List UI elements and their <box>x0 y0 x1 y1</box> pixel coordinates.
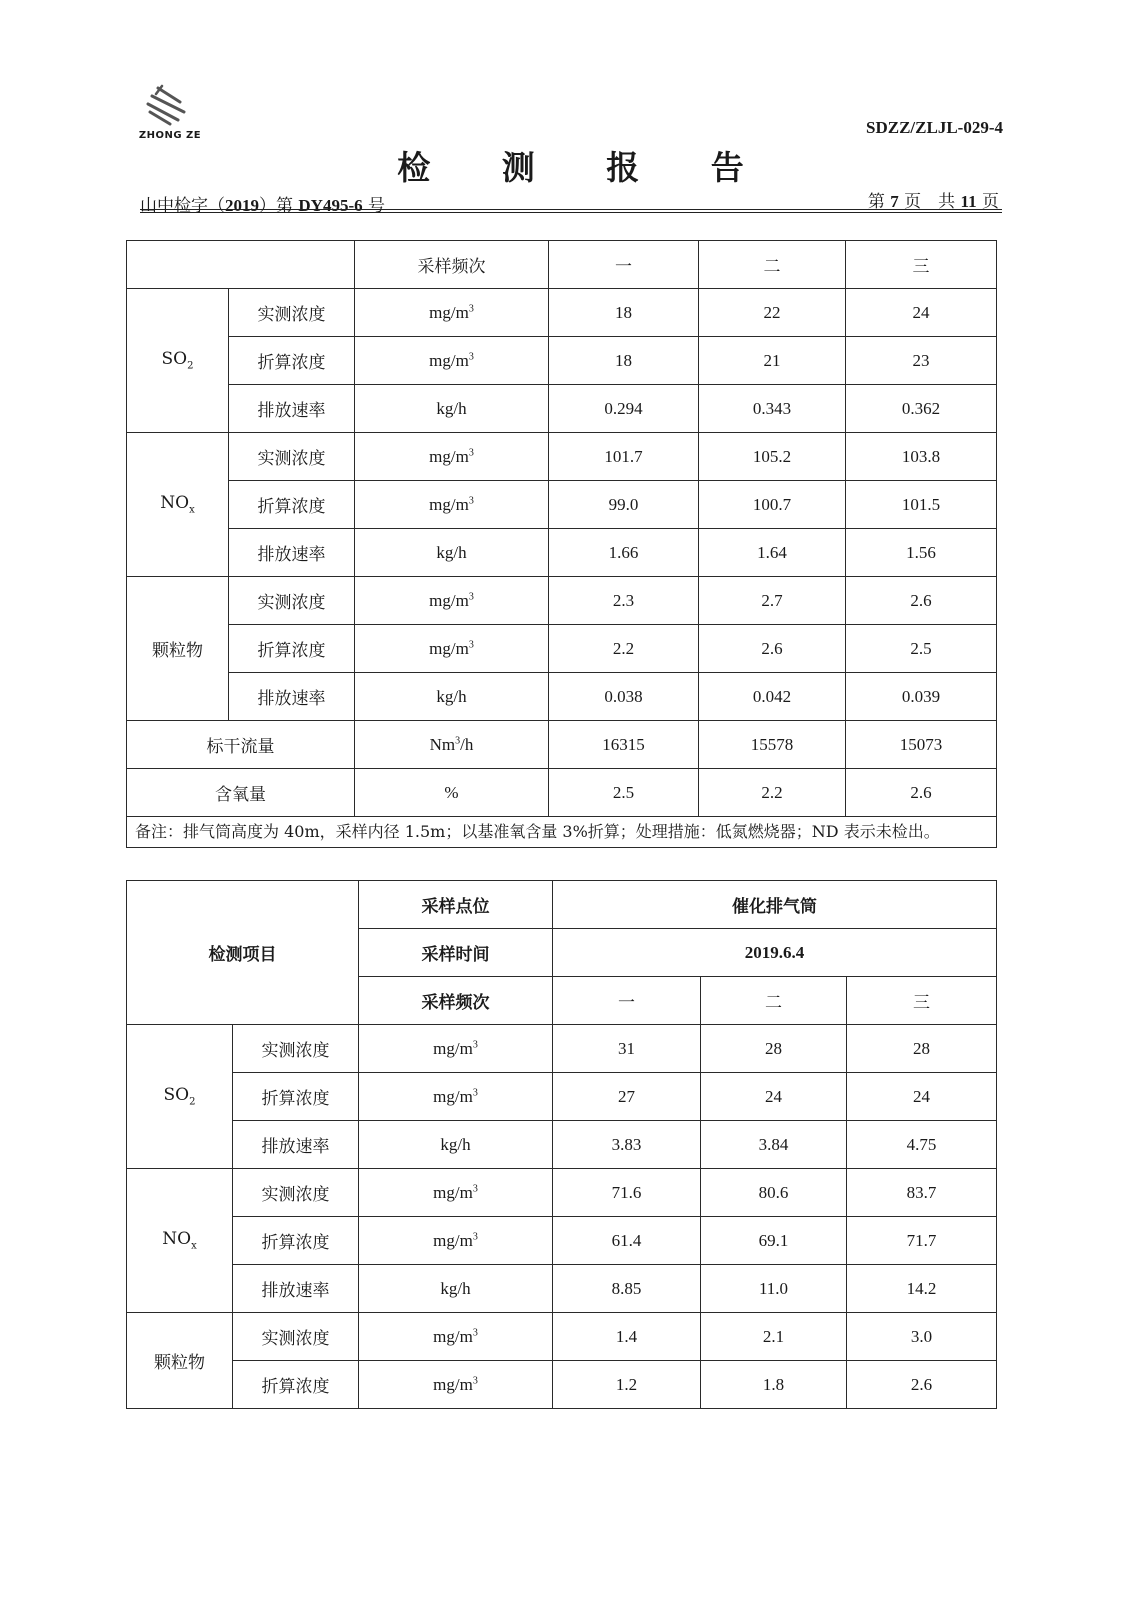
unit-sup: 3 <box>468 446 474 458</box>
value-cell: 0.038 <box>549 673 699 721</box>
value-cell: 31 <box>553 1025 701 1073</box>
table-row <box>127 769 997 817</box>
table-row <box>127 1313 997 1361</box>
value-cell: 2.6 <box>846 769 997 817</box>
page-total: 11 <box>960 192 977 211</box>
row-label: 排放速率 <box>229 673 355 721</box>
page-mid: 页 共 <box>898 192 961 212</box>
time-value: 2019.6.4 <box>553 929 997 977</box>
time-label: 采样时间 <box>359 929 553 977</box>
unit: mg/m <box>433 1374 473 1394</box>
table-row <box>127 1217 997 1265</box>
value-cell: 28 <box>701 1025 847 1073</box>
value-cell: 0.042 <box>699 673 846 721</box>
value-cell: 2.5 <box>549 769 699 817</box>
item-label: 检测项目 <box>127 881 359 1025</box>
results-table-2 <box>126 880 997 1409</box>
report-number-suffix: 号 <box>362 196 386 216</box>
row-label: 排放速率 <box>233 1121 359 1169</box>
value-cell: 0.343 <box>699 385 846 433</box>
site-label: 采样点位 <box>359 881 553 929</box>
value-cell: 3.0 <box>847 1313 997 1361</box>
logo-stripes-icon <box>130 82 210 130</box>
value-cell: 1.64 <box>699 529 846 577</box>
value-cell: 1.4 <box>553 1313 701 1361</box>
pollutant-subscript: 2 <box>189 1096 196 1108</box>
value-cell: 21 <box>699 337 846 385</box>
table-row <box>127 721 997 769</box>
pollutant-nox <box>127 1169 233 1313</box>
pollutant-name: SO <box>161 349 188 370</box>
report-number-mid: ）第 <box>259 196 299 216</box>
unit-cell <box>355 337 549 385</box>
value-cell: 100.7 <box>699 481 846 529</box>
value-cell: 23 <box>846 337 997 385</box>
value-cell: 24 <box>701 1073 847 1121</box>
unit: mg/m <box>433 1182 473 1202</box>
page-current: 7 <box>890 192 899 211</box>
unit: mg/m <box>433 1230 473 1250</box>
value-cell: 16315 <box>549 721 699 769</box>
row-label: 实测浓度 <box>229 577 355 625</box>
value-cell: 24 <box>846 289 997 337</box>
pollutant-pm: 颗粒物 <box>127 577 229 721</box>
unit-cell: kg/h <box>359 1121 553 1169</box>
value-cell: 71.6 <box>553 1169 701 1217</box>
row-label: 含氧量 <box>127 769 355 817</box>
value-cell: 15578 <box>699 721 846 769</box>
value-cell: 2.1 <box>701 1313 847 1361</box>
report-number-year: 2019 <box>225 196 259 215</box>
unit-sup: 3 <box>472 1230 478 1242</box>
unit: Nm <box>429 734 456 754</box>
unit-sup: 3 <box>472 1038 478 1050</box>
row-label: 排放速率 <box>233 1265 359 1313</box>
unit: mg/m <box>433 1086 473 1106</box>
unit-cell <box>355 481 549 529</box>
unit-sup: 3 <box>455 734 461 746</box>
pollutant-subscript: 2 <box>187 360 194 372</box>
company-logo <box>130 82 210 144</box>
pollutant-nox <box>127 433 229 577</box>
value-cell: 18 <box>549 289 699 337</box>
value-cell: 2.3 <box>549 577 699 625</box>
value-cell: 61.4 <box>553 1217 701 1265</box>
page-prefix: 第 <box>867 192 891 212</box>
freq-label: 采样频次 <box>359 977 553 1025</box>
logo-text: ZHONG ZE <box>138 130 202 141</box>
value-cell: 18 <box>549 337 699 385</box>
value-cell: 2.6 <box>846 577 997 625</box>
blank-header-cell <box>127 241 355 289</box>
table-row <box>127 577 997 625</box>
unit-cell <box>359 1313 553 1361</box>
page-title: 检 测 报 告 <box>397 148 774 187</box>
pollutant-so2 <box>127 1025 233 1169</box>
row-label: 折算浓度 <box>233 1361 359 1409</box>
row-label: 实测浓度 <box>233 1169 359 1217</box>
table-row <box>127 1361 997 1409</box>
value-cell: 15073 <box>846 721 997 769</box>
unit-cell <box>355 433 549 481</box>
unit-sup: 3 <box>468 494 474 506</box>
value-cell: 69.1 <box>701 1217 847 1265</box>
row-label: 折算浓度 <box>233 1073 359 1121</box>
freq-3: 三 <box>846 241 997 289</box>
row-label: 折算浓度 <box>233 1217 359 1265</box>
table-row <box>127 1121 997 1169</box>
header-rule-top <box>140 209 1002 210</box>
value-cell: 28 <box>847 1025 997 1073</box>
freq-2: 二 <box>699 241 846 289</box>
unit-cell: kg/h <box>355 673 549 721</box>
value-cell: 2.7 <box>699 577 846 625</box>
value-cell: 0.362 <box>846 385 997 433</box>
unit: mg/m <box>429 302 469 322</box>
value-cell: 1.2 <box>553 1361 701 1409</box>
unit-cell: kg/h <box>355 385 549 433</box>
unit: mg/m <box>429 638 469 658</box>
row-label: 标干流量 <box>127 721 355 769</box>
value-cell: 71.7 <box>847 1217 997 1265</box>
report-number-prefix: 山中检字（ <box>140 196 225 216</box>
table-row <box>127 673 997 721</box>
value-cell: 24 <box>847 1073 997 1121</box>
value-cell: 2.2 <box>699 769 846 817</box>
pollutant-subscript: x <box>189 504 195 516</box>
table-row <box>127 337 997 385</box>
unit: mg/m <box>429 494 469 514</box>
value-cell: 2.6 <box>847 1361 997 1409</box>
value-cell: 83.7 <box>847 1169 997 1217</box>
unit-sup: 3 <box>472 1086 478 1098</box>
site-value: 催化排气筒 <box>553 881 997 929</box>
unit-cell <box>359 1073 553 1121</box>
row-label: 折算浓度 <box>229 625 355 673</box>
unit-cell <box>355 625 549 673</box>
unit-cell <box>359 1217 553 1265</box>
value-cell: 1.66 <box>549 529 699 577</box>
table-row <box>127 529 997 577</box>
unit: mg/m <box>429 446 469 466</box>
unit-sup: 3 <box>472 1374 478 1386</box>
pollutant-name: NO <box>160 493 190 514</box>
report-number-code: DY495-6 <box>298 196 363 215</box>
value-cell: 27 <box>553 1073 701 1121</box>
row-label: 实测浓度 <box>233 1313 359 1361</box>
unit: mg/m <box>429 590 469 610</box>
freq-1: 一 <box>549 241 699 289</box>
results-table-1 <box>126 240 997 848</box>
table-row <box>127 289 997 337</box>
value-cell: 4.75 <box>847 1121 997 1169</box>
unit: mg/m <box>433 1326 473 1346</box>
table-row <box>127 241 997 289</box>
value-cell: 3.83 <box>553 1121 701 1169</box>
row-label: 折算浓度 <box>229 481 355 529</box>
table-row <box>127 385 997 433</box>
table-row <box>127 1169 997 1217</box>
value-cell: 103.8 <box>846 433 997 481</box>
value-cell: 8.85 <box>553 1265 701 1313</box>
freq-label: 采样频次 <box>355 241 549 289</box>
unit-cell <box>359 1169 553 1217</box>
unit-sup: 3 <box>468 590 474 602</box>
page-suffix: 页 <box>976 192 999 212</box>
unit-cell <box>355 721 549 769</box>
unit: mg/m <box>433 1038 473 1058</box>
unit-sup: 3 <box>468 638 474 650</box>
table-row <box>127 817 997 848</box>
row-label: 实测浓度 <box>229 289 355 337</box>
unit-cell <box>359 1025 553 1073</box>
table-row <box>127 881 997 929</box>
value-cell: 2.6 <box>699 625 846 673</box>
value-cell: 0.039 <box>846 673 997 721</box>
pollutant-pm: 颗粒物 <box>127 1313 233 1409</box>
freq-2: 二 <box>701 977 847 1025</box>
table-note: 备注：排气筒高度为 40m，采样内径 1.5m；以基准氧含量 3%折算；处理措施：低氮燃烧器；ND 表示未检出。 <box>127 817 997 848</box>
value-cell: 11.0 <box>701 1265 847 1313</box>
value-cell: 14.2 <box>847 1265 997 1313</box>
header-rule-bottom <box>140 212 1002 213</box>
value-cell: 0.294 <box>549 385 699 433</box>
pollutant-name: NO <box>162 1229 192 1250</box>
unit-cell: % <box>355 769 549 817</box>
row-label: 折算浓度 <box>229 337 355 385</box>
value-cell: 3.84 <box>701 1121 847 1169</box>
value-cell: 22 <box>699 289 846 337</box>
table-row <box>127 481 997 529</box>
row-label: 排放速率 <box>229 529 355 577</box>
value-cell: 2.5 <box>846 625 997 673</box>
unit-cell: kg/h <box>355 529 549 577</box>
value-cell: 101.5 <box>846 481 997 529</box>
unit-sup: 3 <box>468 350 474 362</box>
pollutant-name: SO <box>163 1085 190 1106</box>
unit: mg/m <box>429 350 469 370</box>
unit-sup: 3 <box>468 302 474 314</box>
unit-cell <box>355 577 549 625</box>
unit-cell <box>355 289 549 337</box>
unit-tail: /h <box>460 734 474 754</box>
freq-1: 一 <box>553 977 701 1025</box>
unit-cell <box>359 1361 553 1409</box>
value-cell: 2.2 <box>549 625 699 673</box>
value-cell: 1.56 <box>846 529 997 577</box>
table-row <box>127 1073 997 1121</box>
row-label: 排放速率 <box>229 385 355 433</box>
unit-sup: 3 <box>472 1326 478 1338</box>
pollutant-so2 <box>127 289 229 433</box>
value-cell: 99.0 <box>549 481 699 529</box>
unit-cell: kg/h <box>359 1265 553 1313</box>
pollutant-subscript: x <box>191 1240 197 1252</box>
value-cell: 105.2 <box>699 433 846 481</box>
value-cell: 1.8 <box>701 1361 847 1409</box>
table-row <box>127 433 997 481</box>
table-row <box>127 1025 997 1073</box>
value-cell: 101.7 <box>549 433 699 481</box>
row-label: 实测浓度 <box>229 433 355 481</box>
document-code: SDZZ/ZLJL-029-4 <box>866 118 1003 137</box>
value-cell: 80.6 <box>701 1169 847 1217</box>
row-label: 实测浓度 <box>233 1025 359 1073</box>
table-row <box>127 625 997 673</box>
freq-3: 三 <box>847 977 997 1025</box>
unit-sup: 3 <box>472 1182 478 1194</box>
table-row <box>127 1265 997 1313</box>
